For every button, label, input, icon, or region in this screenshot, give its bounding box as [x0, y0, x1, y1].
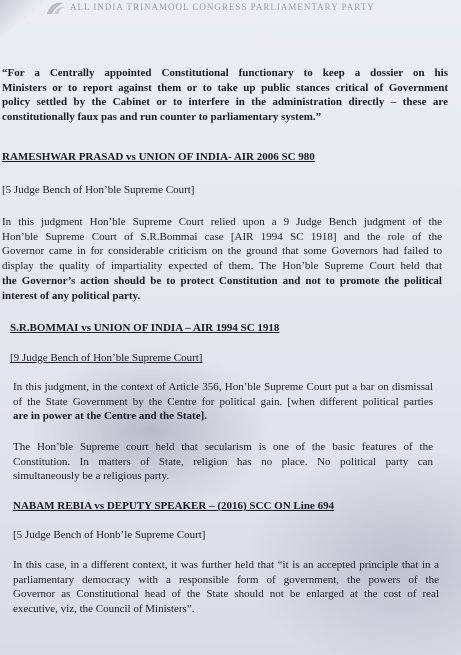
case-paragraph-bommai-1	[13, 380, 433, 424]
paragraph-line: In this case, in a different context, it was further held that “it is an accepted principle that in a	[13, 559, 439, 571]
paragraph-line: simultaneously be a religious party.	[13, 470, 170, 483]
paragraph-line: parliamentary democracy with a responsible form of government, the powers of the	[13, 573, 439, 586]
case-paragraph-bommai-2	[13, 440, 433, 484]
paragraph-line: of the State Government by the Centre for political gain. [when different political parties	[13, 395, 433, 408]
case-bench-rameshwar: [5 Judge Bench of Hon’ble Supreme Court]	[2, 184, 195, 196]
paragraph-line: The Hon’ble Supreme court held that secularism is one of the basic features of the	[13, 441, 433, 453]
paragraph-line: display the quality of impartiality expected of them. The Hon’ble Supreme Court held that	[2, 260, 442, 273]
case-heading-nabam-rebia: NABAM REBIA vs DEPUTY SPEAKER – (2016) SCC ON Line 694	[13, 500, 335, 512]
opening-quote	[2, 66, 448, 125]
case-bench-bommai: [9 Judge Bench of Hon’ble Supreme Court]	[10, 352, 203, 364]
paragraph-line: interest of any political party.	[2, 289, 141, 302]
paragraph-line: In this judgment Hon’ble Supreme Court relied upon a 9 Judge Bench judgment of the	[2, 216, 442, 228]
case-bench-nabam-rebia: [5 Judge Bench of Honb’le Supreme Court]	[13, 529, 206, 541]
quote-line: Ministers or to report against them or to take up public stances critical of Government	[2, 81, 448, 94]
case-heading-bommai: S.R.BOMMAI vs UNION OF INDIA – AIR 1994 SC 1918	[10, 322, 280, 334]
paragraph-line: Governor as Constitutional head of the State should not be enlarged at the cost of real	[13, 588, 439, 601]
paragraph-line: the Governor’s action should be to protect Constitution and not to promote the political	[2, 274, 442, 287]
paragraph-line: Hon’ble Supreme Court of S.R.Bommai case [AIR 1994 SC 1918] and the role of the	[2, 230, 442, 243]
paragraph-line: Constitution. In matters of State, religion has no place. No political party can	[13, 455, 433, 468]
paragraph-line: executive, viz, the Council of Ministers”.	[13, 603, 195, 616]
case-paragraph-rameshwar	[2, 215, 442, 303]
quote-line: policy settled by the Cabinet or to interfere in the administration directly – these are	[2, 96, 448, 109]
party-logo-icon	[44, 0, 66, 16]
case-heading-rameshwar: RAMESHWAR PRASAD vs UNION OF INDIA- AIR 2006 SC 980	[2, 151, 315, 163]
letterhead-text: ALL INDIA TRINAMOOL CONGRESS PARLIAMENTARY PARTY	[70, 2, 375, 12]
paragraph-line: are in power at the Centre and the State].	[13, 410, 208, 423]
page-fold-corner	[0, 0, 46, 40]
quote-line: constitutionally faux pas and run counter to parliamentary system.”	[2, 111, 322, 124]
paragraph-line: In this judgment, in the context of Article 356, Hon’ble Supreme Court put a bar on dismissal	[13, 381, 433, 393]
case-paragraph-nabam-rebia	[13, 558, 439, 617]
paragraph-line: Governor came in for considerable criticism on the ground that some Governors had failed to	[2, 245, 442, 258]
quote-line: “For a Centrally appointed Constitutional functionary to keep a dossier on his	[2, 67, 448, 79]
